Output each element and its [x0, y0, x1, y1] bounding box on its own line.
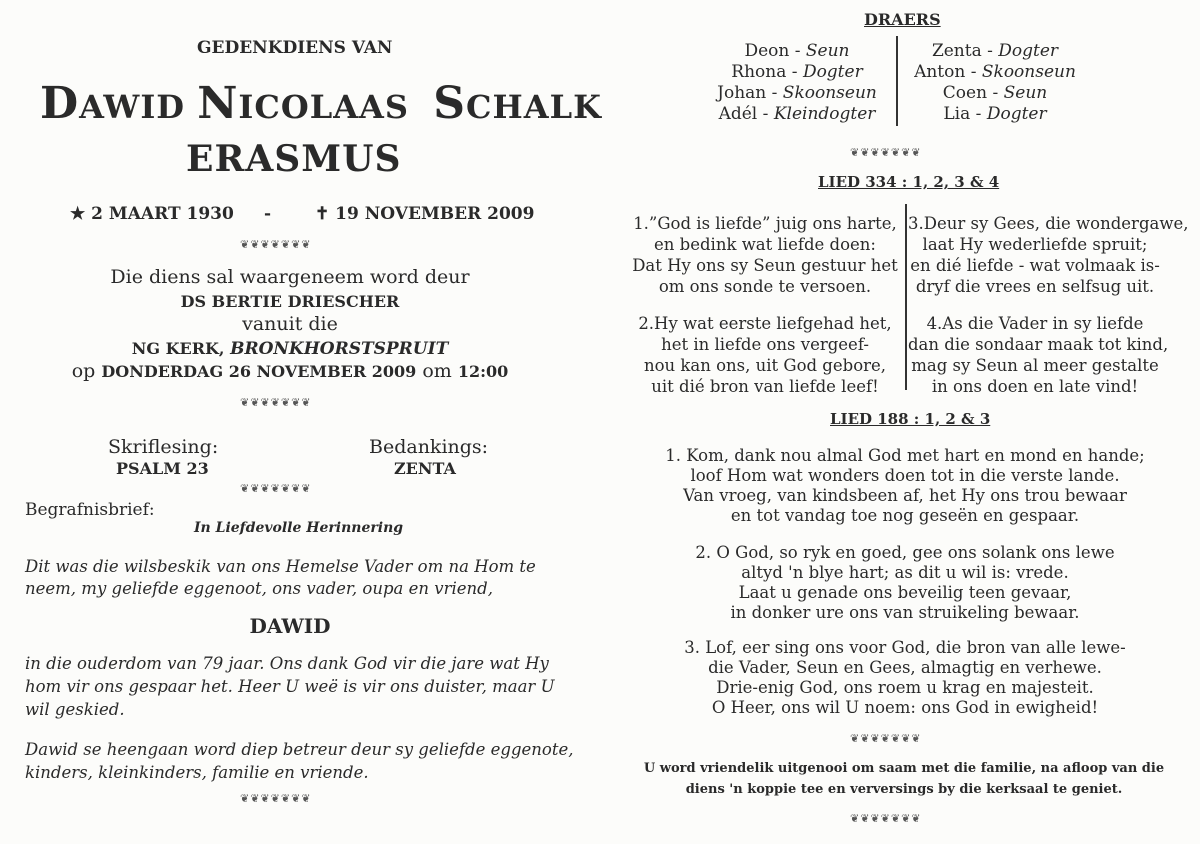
- church-location: NG KERK, BRONKHORSTSPRUIT: [131, 339, 449, 359]
- ornament-divider: ❦❦❦❦❦❦❦: [240, 396, 312, 409]
- bearer: Deon - Seun: [744, 41, 850, 61]
- from-text: vanuit die: [242, 313, 338, 335]
- first-name: DAWID: [249, 614, 331, 638]
- bearers-left-list: [702, 41, 892, 125]
- hymn2-verse1: 1. Kom, dank nou almal God met hart en mond en hande; loof Hom wat wonders doen tot in die verste lande. Van vroeg, van kindsbeen af, het Hy ons trou bewaar en tot vandag toe nog geseën en gespaar.: [665, 446, 1145, 525]
- service-intro: Die diens sal waargeneem word deur: [110, 266, 470, 288]
- hymn1-divider: [905, 204, 907, 390]
- memory-heading: In Liefdevolle Herinnering: [194, 520, 404, 536]
- ornament-divider: ❦❦❦❦❦❦❦: [240, 792, 312, 805]
- ornament-divider: ❦❦❦❦❦❦❦: [850, 812, 922, 825]
- hymn2-verse2: 2. O God, so ryk en goed, gee ons solank ons lewe altyd 'n blye hart; as dit u wil is: vrede. Laat u genade ons beveilig teen gevaar, in donker ure ons van struikeling bewaar.: [695, 543, 1115, 622]
- invitation: U word vriendelik uitgenooi om saam met die familie, na afloop van die diens 'n koppie tee en verversings by die kerksaal te geniet.: [643, 761, 1165, 797]
- ornament-divider: ❦❦❦❦❦❦❦: [850, 146, 922, 159]
- bearers-right-list: [902, 41, 1088, 125]
- full-name-line1: DAWID NICOLAAS SCHALK: [40, 78, 602, 129]
- ornament-divider: ❦❦❦❦❦❦❦: [240, 238, 312, 251]
- service-heading: GEDENKDIENS VAN: [197, 38, 393, 58]
- paragraph-3: Dawid se heengaan word diep betreur deur sy geliefde eggenote, kinders, kleinkinders, familie en vriende.: [25, 740, 574, 782]
- thanks-label: Bedankings:: [369, 436, 489, 458]
- surname: ERASMUS: [186, 138, 402, 180]
- thanks-value: ZENTA: [394, 459, 456, 478]
- hymn2-verse3: 3. Lof, eer sing ons voor God, die bron van alle lewe- die Vader, Seun en Gees, almagtig en verhewe. Drie-enig God, ons roem u krag en majesteit. O Heer, ons wil U noem: ons God in ewigheid!: [684, 638, 1126, 717]
- hymn1-title: LIED 334 : 1, 2, 3 & 4: [818, 173, 1000, 191]
- hymn1-verse3: 3.Deur sy Gees, die wondergawe, laat Hy wederliefde spruit; en dié liefde - wat volmaak is- dryf die vrees en selfsug uit.: [908, 214, 1189, 296]
- bearer: Adél - Kleindogter: [718, 104, 876, 124]
- ornament-divider: ❦❦❦❦❦❦❦: [850, 732, 922, 745]
- bearers-divider: [896, 36, 898, 126]
- bearers-title: DRAERS: [864, 10, 941, 29]
- bearer: Anton - Skoonseun: [914, 62, 1076, 82]
- death-date: ✝ 19 NOVEMBER 2009: [315, 204, 535, 224]
- star-icon: ★: [70, 204, 86, 224]
- paragraph-2: in die ouderdom van 79 jaar. Ons dank God vir die jare wat Hy hom vir ons gespaar het. Heer U weë is vir ons duister, maar U wil geskied.: [25, 654, 555, 719]
- letter-label: Begrafnisbrief:: [25, 500, 155, 520]
- hymn1-verse2: 2.Hy wat eerste liefgehad het, het in liefde ons vergeef- nou kan ons, uit God gebore, uit dié bron van liefde leef!: [638, 314, 892, 396]
- hymn2-title: LIED 188 : 1, 2 & 3: [830, 410, 991, 428]
- date-separator: -: [264, 204, 272, 224]
- bearer: Coen - Seun: [942, 83, 1048, 103]
- ornament-divider: ❦❦❦❦❦❦❦: [240, 482, 312, 495]
- bearer: Johan - Skoonseun: [717, 83, 877, 103]
- paragraph-1: Dit was die wilsbeskik van ons Hemelse Vader om na Hom te neem, my geliefde eggenoot, ons vader, oupa en vriend,: [25, 557, 536, 598]
- cross-icon: ✝: [315, 204, 330, 224]
- service-datetime: op DONDERDAG 26 NOVEMBER 2009 om 12:00: [71, 360, 509, 382]
- bearer: Rhona - Dogter: [731, 62, 863, 82]
- scripture-value: PSALM 23: [116, 459, 209, 478]
- minister-name: DS BERTIE DRIESCHER: [180, 292, 400, 311]
- birth-date: ★ 2 MAART 1930: [70, 204, 234, 224]
- scripture-label: Skriflesing:: [108, 436, 219, 458]
- hymn1-verse1: 1.”God is liefde” juig ons harte, en bedink wat liefde doen: Dat Hy ons sy Seun gestuur het om ons sonde te versoen.: [632, 214, 898, 296]
- hymn1-verse4: 4.As die Vader in sy liefde dan die sondaar maak tot kind, mag sy Seun al meer gestalte in ons doen en late vind!: [908, 314, 1169, 396]
- bearer: Lia - Dogter: [943, 104, 1047, 124]
- bearer: Zenta - Dogter: [931, 41, 1059, 61]
